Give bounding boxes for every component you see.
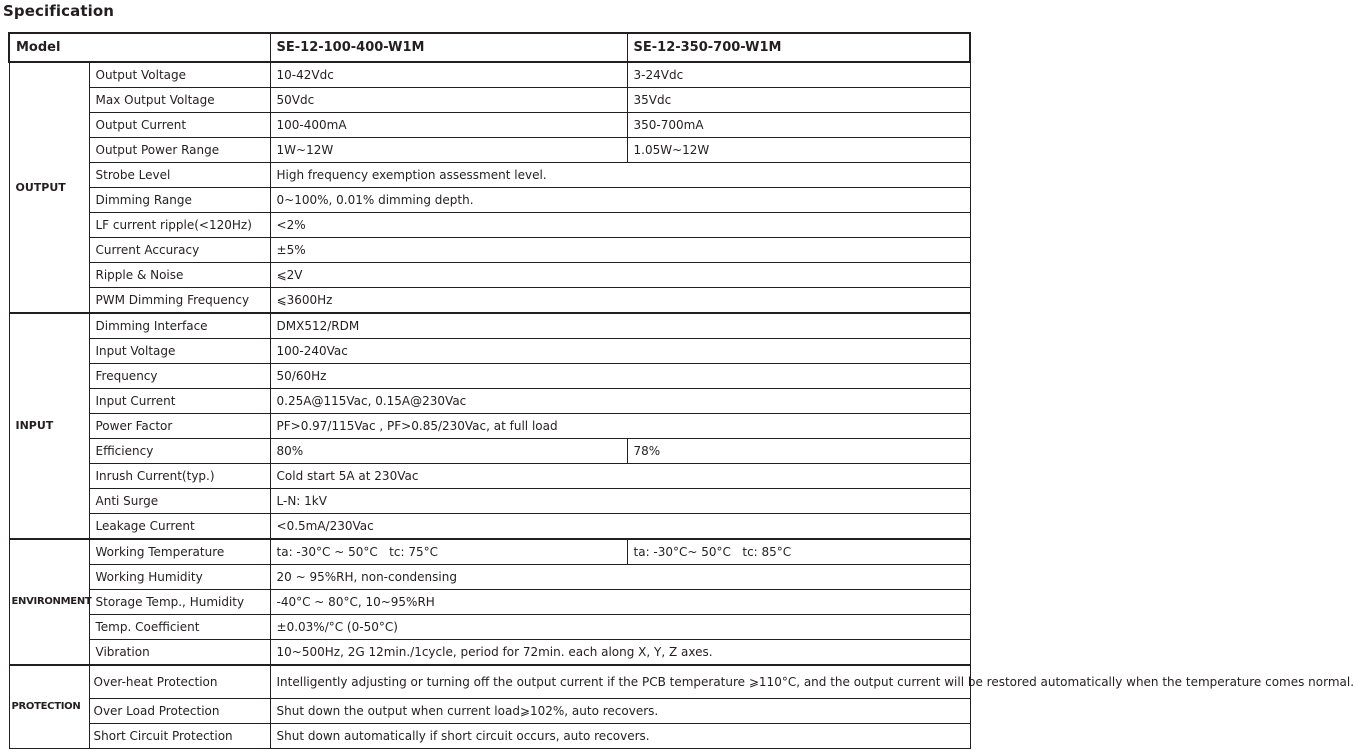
- row-label: Dimming Range: [89, 188, 270, 213]
- value-shared: High frequency exemption assessment level.: [270, 163, 970, 188]
- section-label-protection: PROTECTION: [9, 665, 89, 749]
- value-shared: 0~100%, 0.01% dimming depth.: [270, 188, 970, 213]
- table-row: [9, 163, 970, 188]
- table-row: [9, 88, 970, 113]
- table-row: [9, 263, 970, 288]
- value-model-b: ta: -30°C~ 50°C tc: 85°C: [627, 539, 970, 565]
- output-section: [9, 62, 970, 313]
- value-shared: 100-240Vac: [270, 339, 970, 364]
- input-section: [9, 313, 970, 539]
- row-label: Working Humidity: [89, 565, 270, 590]
- table-row: [9, 414, 970, 439]
- section-label-input: INPUT: [9, 313, 89, 539]
- value-shared: 10~500Hz, 2G 12min./1cycle, period for 72min. each along X, Y, Z axes.: [270, 640, 970, 666]
- table-row: [9, 640, 970, 666]
- table-row: [9, 364, 970, 389]
- value-shared: -40°C ~ 80°C, 10~95%RH: [270, 590, 970, 615]
- table-row: [9, 464, 970, 489]
- page-title: Specification: [3, 2, 115, 20]
- row-label: LF current ripple(<120Hz): [89, 213, 270, 238]
- row-label: PWM Dimming Frequency: [89, 288, 270, 314]
- row-label: Dimming Interface: [89, 313, 270, 339]
- row-label: Inrush Current(typ.): [89, 464, 270, 489]
- table-row: [9, 62, 970, 88]
- row-label: Strobe Level: [89, 163, 270, 188]
- value-shared: 50/60Hz: [270, 364, 970, 389]
- value-shared: 20 ~ 95%RH, non-condensing: [270, 565, 970, 590]
- value-shared: ±0.03%/°C (0-50°C): [270, 615, 970, 640]
- row-label: Input Current: [89, 389, 270, 414]
- value-shared: <2%: [270, 213, 970, 238]
- value-model-a: 100-400mA: [270, 113, 627, 138]
- table-row: [9, 389, 970, 414]
- table-row: [9, 489, 970, 514]
- row-label: Max Output Voltage: [89, 88, 270, 113]
- row-label: Short Circuit Protection: [89, 724, 270, 749]
- row-label: Power Factor: [89, 414, 270, 439]
- value-model-a: 80%: [270, 439, 627, 464]
- value-shared: Shut down automatically if short circuit occurs, auto recovers.: [270, 724, 970, 749]
- table-row: [9, 665, 970, 699]
- section-label-environment: ENVIRONMENT: [9, 539, 89, 665]
- table-row: [9, 288, 970, 314]
- table-row: [9, 339, 970, 364]
- protection-section: [9, 665, 1354, 749]
- section-label-output: OUTPUT: [9, 62, 89, 313]
- table-row: [9, 699, 970, 724]
- table-row: [9, 439, 970, 464]
- value-shared: ⩽2V: [270, 263, 970, 288]
- table-row: [9, 213, 970, 238]
- table-row: [9, 188, 970, 213]
- value-model-b: 350-700mA: [627, 113, 970, 138]
- value-shared: 0.25A@115Vac, 0.15A@230Vac: [270, 389, 970, 414]
- value-model-b: 3-24Vdc: [627, 62, 970, 88]
- row-label: Output Voltage: [89, 62, 270, 88]
- value-shared: Intelligently adjusting or turning off the output current if the PCB temperature ⩾110°C, and the output current will be restored automatically when the temperature comes normal.: [270, 665, 970, 699]
- row-label: Anti Surge: [89, 489, 270, 514]
- table-row: [9, 590, 970, 615]
- model-header: Model: [9, 33, 270, 62]
- table-row: [9, 238, 970, 263]
- row-label: Output Current: [89, 113, 270, 138]
- row-label: Over Load Protection: [89, 699, 270, 724]
- value-model-a: 50Vdc: [270, 88, 627, 113]
- specification-table: [8, 32, 1354, 749]
- value-model-b: 78%: [627, 439, 970, 464]
- row-label: Over-heat Protection: [89, 665, 270, 699]
- value-model-a: ta: -30°C ~ 50°C tc: 75°C: [270, 539, 627, 565]
- row-label: Current Accuracy: [89, 238, 270, 263]
- row-label: Input Voltage: [89, 339, 270, 364]
- table-row: [9, 724, 970, 749]
- row-label: Working Temperature: [89, 539, 270, 565]
- table-row: [9, 565, 970, 590]
- header-row: [9, 33, 970, 62]
- row-label: Vibration: [89, 640, 270, 666]
- value-shared: Cold start 5A at 230Vac: [270, 464, 970, 489]
- value-model-b: 35Vdc: [627, 88, 970, 113]
- model-a-header: SE-12-100-400-W1M: [270, 33, 627, 62]
- value-model-a: 10-42Vdc: [270, 62, 627, 88]
- row-label: Storage Temp., Humidity: [89, 590, 270, 615]
- row-label: Leakage Current: [89, 514, 270, 540]
- value-shared: Shut down the output when current load⩾102%, auto recovers.: [270, 699, 970, 724]
- table-row: [9, 514, 970, 540]
- row-label: Frequency: [89, 364, 270, 389]
- model-b-header: SE-12-350-700-W1M: [627, 33, 970, 62]
- value-shared: PF>0.97/115Vac , PF>0.85/230Vac, at full load: [270, 414, 970, 439]
- row-label: Temp. Coefficient: [89, 615, 270, 640]
- value-shared: ⩽3600Hz: [270, 288, 970, 314]
- table-row: [9, 539, 970, 565]
- table-row: [9, 313, 970, 339]
- value-shared: ±5%: [270, 238, 970, 263]
- value-shared: DMX512/RDM: [270, 313, 970, 339]
- row-label: Efficiency: [89, 439, 270, 464]
- table-row: [9, 113, 970, 138]
- value-model-a: 1W~12W: [270, 138, 627, 163]
- environment-section: [9, 539, 970, 665]
- value-shared: L-N: 1kV: [270, 489, 970, 514]
- row-label: Ripple & Noise: [89, 263, 270, 288]
- table-row: [9, 615, 970, 640]
- row-label: Output Power Range: [89, 138, 270, 163]
- value-model-b: 1.05W~12W: [627, 138, 970, 163]
- value-shared: <0.5mA/230Vac: [270, 514, 970, 540]
- table-row: [9, 138, 970, 163]
